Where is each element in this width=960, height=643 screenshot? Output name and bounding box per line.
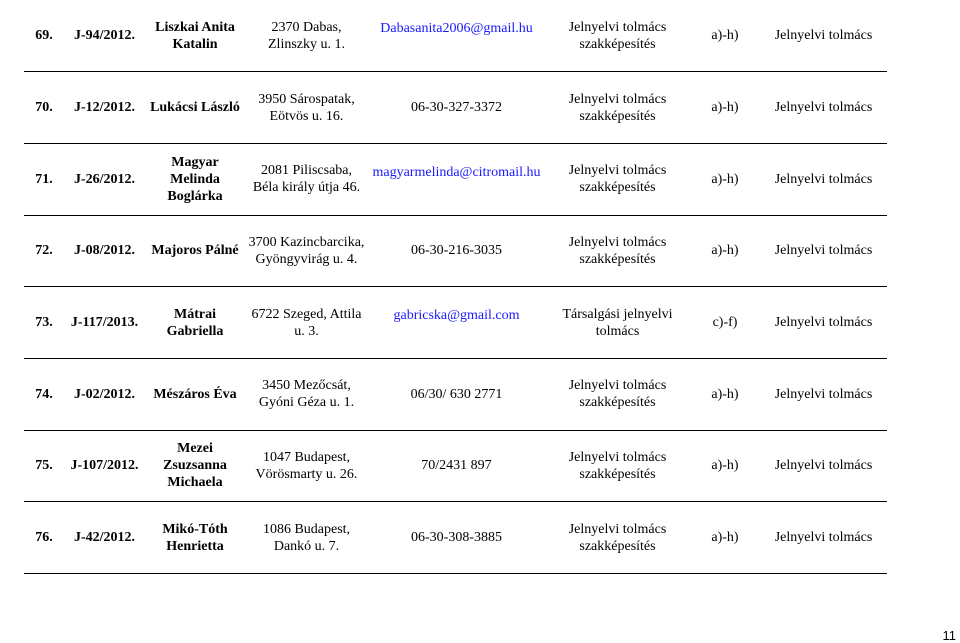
phone-number: 06-30-308-3885 [411, 530, 502, 546]
table-row [24, 502, 887, 574]
registration-id-cell: J-08/2012. [64, 215, 145, 287]
phone-number: 06-30-327-3372 [411, 100, 502, 116]
table-body [24, 0, 887, 574]
qualification-cell: Jelnyelvi tolmács szakképesítés [545, 358, 690, 430]
role-cell: Jelnyelvi tolmács [760, 143, 887, 215]
email-link[interactable]: gabricska@gmail.com [393, 308, 520, 324]
registration-id-cell: J-02/2012. [64, 358, 145, 430]
competence-code-cell: a)-h) [690, 430, 760, 502]
contact-cell [368, 287, 545, 359]
email-link[interactable]: magyarmelinda@citromail.hu [372, 164, 541, 180]
address-cell: 3950 Sárospatak, Eötvös u. 16. [245, 72, 368, 144]
table-row [24, 358, 887, 430]
interpreter-register-page [24, 0, 887, 574]
qualification-cell: Jelnyelvi tolmács szakképesítés [545, 502, 690, 574]
person-name-cell: Liszkai Anita Katalin [145, 0, 245, 72]
competence-code-cell: a)-h) [690, 143, 760, 215]
role-cell: Jelnyelvi tolmács [760, 72, 887, 144]
address-cell: 3700 Kazincbarcika, Gyöngyvirág u. 4. [245, 215, 368, 287]
person-name-cell: Majoros Pálné [145, 215, 245, 287]
page-number: 11 [942, 628, 956, 643]
contact-cell [368, 215, 545, 287]
role-cell: Jelnyelvi tolmács [760, 215, 887, 287]
phone-number: 70/2431 897 [421, 458, 492, 474]
row-number-cell: 76. [24, 502, 64, 574]
registration-id-cell: J-94/2012. [64, 0, 145, 72]
table-row [24, 143, 887, 215]
email-link[interactable]: Dabasanita2006@gmail.hu [380, 21, 533, 37]
person-name-cell: Magyar Melinda Boglárka [145, 143, 245, 215]
row-number-cell: 73. [24, 287, 64, 359]
qualification-cell: Jelnyelvi tolmács szakképesítés [545, 430, 690, 502]
phone-number: 06-30-216-3035 [411, 243, 502, 259]
qualification-cell: Jelnyelvi tolmács szakképesítés [545, 0, 690, 72]
person-name-cell: Mikó-Tóth Henrietta [145, 502, 245, 574]
registration-id-cell: J-117/2013. [64, 287, 145, 359]
contact-cell [368, 430, 545, 502]
row-number-cell: 71. [24, 143, 64, 215]
registration-id-cell: J-26/2012. [64, 143, 145, 215]
table-row [24, 287, 887, 359]
person-name-cell: Lukácsi László [145, 72, 245, 144]
registration-id-cell: J-107/2012. [64, 430, 145, 502]
address-cell: 1047 Budapest, Vörösmarty u. 26. [245, 430, 368, 502]
qualification-cell: Jelnyelvi tolmács szakképesítés [545, 215, 690, 287]
role-cell: Jelnyelvi tolmács [760, 287, 887, 359]
person-name-cell: Mezei Zsuzsanna Michaela [145, 430, 245, 502]
competence-code-cell: c)-f) [690, 287, 760, 359]
contact-cell [368, 72, 545, 144]
competence-code-cell: a)-h) [690, 215, 760, 287]
person-name-cell: Mészáros Éva [145, 358, 245, 430]
registration-id-cell: J-12/2012. [64, 72, 145, 144]
address-cell: 2370 Dabas, Zlinszky u. 1. [245, 0, 368, 72]
table-row [24, 0, 887, 72]
table-row [24, 215, 887, 287]
competence-code-cell: a)-h) [690, 502, 760, 574]
role-cell: Jelnyelvi tolmács [760, 358, 887, 430]
interpreter-table [24, 0, 887, 574]
table-row [24, 72, 887, 144]
role-cell: Jelnyelvi tolmács [760, 502, 887, 574]
qualification-cell: Jelnyelvi tolmács szakképesítés [545, 143, 690, 215]
qualification-cell: Jelnyelvi tolmács szakképesítés [545, 72, 690, 144]
row-number-cell: 70. [24, 72, 64, 144]
competence-code-cell: a)-h) [690, 0, 760, 72]
address-cell: 3450 Mezőcsát, Gyóni Géza u. 1. [245, 358, 368, 430]
role-cell: Jelnyelvi tolmács [760, 430, 887, 502]
contact-cell [368, 502, 545, 574]
row-number-cell: 72. [24, 215, 64, 287]
row-number-cell: 75. [24, 430, 64, 502]
row-number-cell: 74. [24, 358, 64, 430]
registration-id-cell: J-42/2012. [64, 502, 145, 574]
qualification-cell: Társalgási jelnyelvi tolmács [545, 287, 690, 359]
contact-cell [368, 0, 545, 72]
address-cell: 2081 Piliscsaba, Béla király útja 46. [245, 143, 368, 215]
row-number-cell: 69. [24, 0, 64, 72]
address-cell: 6722 Szeged, Attila u. 3. [245, 287, 368, 359]
phone-number: 06/30/ 630 2771 [410, 386, 503, 402]
address-cell: 1086 Budapest, Dankó u. 7. [245, 502, 368, 574]
contact-cell [368, 358, 545, 430]
contact-cell [368, 143, 545, 215]
role-cell: Jelnyelvi tolmács [760, 0, 887, 72]
competence-code-cell: a)-h) [690, 358, 760, 430]
competence-code-cell: a)-h) [690, 72, 760, 144]
person-name-cell: Mátrai Gabriella [145, 287, 245, 359]
table-row [24, 430, 887, 502]
